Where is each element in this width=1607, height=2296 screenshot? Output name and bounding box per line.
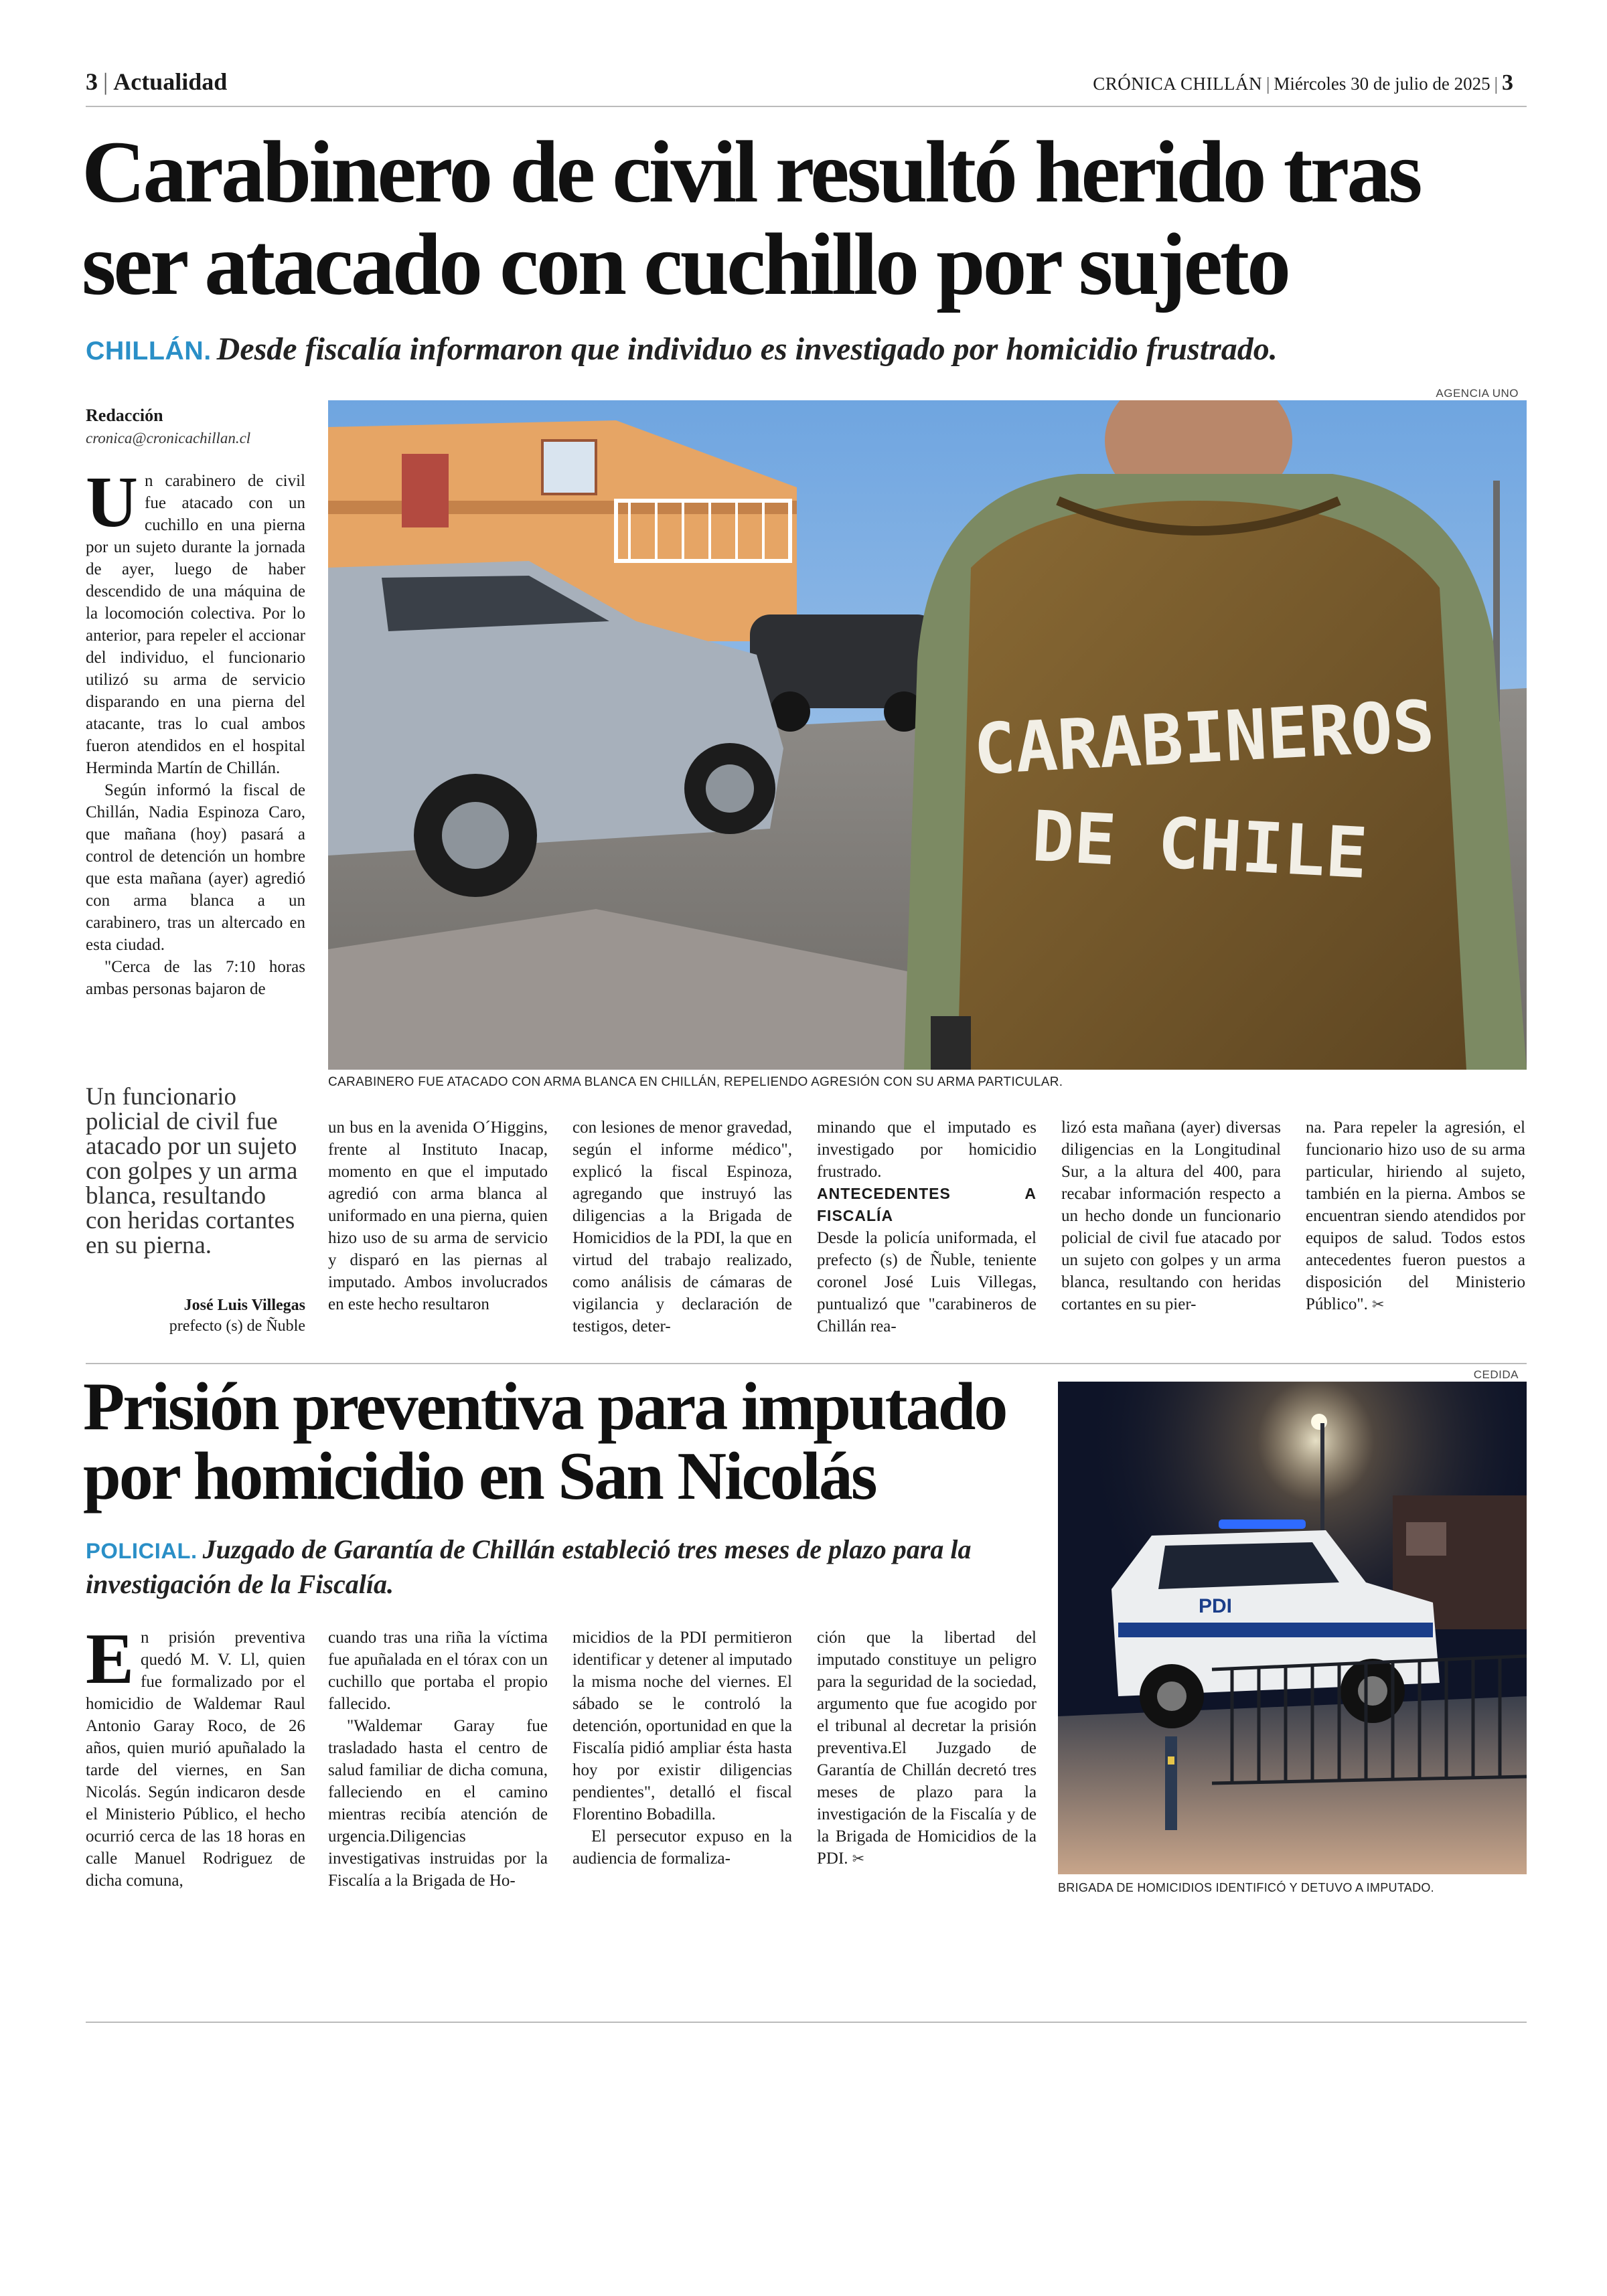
story1-column-4	[817, 1117, 1037, 1337]
story2-col3-p1: micidios de la PDI permitieron identificar y detener al imputado la misma noche del viernes. El sábado se le controló la detención, oportunidad en que la Fiscalía pidió ampliar ésta hasta hoy por existir diligencias pendientes", detalló el fiscal Florentino Bobadilla.	[572, 1629, 792, 1823]
story1-column-1	[86, 463, 305, 1000]
vest-text-line2: DE CHILE	[1030, 795, 1370, 895]
story2-col2-p2: "Waldemar Garay fue trasladado hasta el centro de salud familiar de dicha comuna, falleciendo en el camino mientras recibía atención de urgencia.Diligencias investigativas instruidas por la Fiscalía a la Brigada de Ho-	[328, 1717, 548, 1890]
story2-dropcap: E	[86, 1619, 135, 1699]
story1-byline: Redacción	[86, 406, 163, 425]
story1-col3-text: con lesiones de menor gravedad, según el informe médico", explicó la fiscal Espinoza, agregando que instruyó las diligencias a la Brigada de Homicidios de la PDI, la que en virtud del trabajo realizado, como análisis de cámaras de vigilancia y declaración de testigos, deter-	[572, 1119, 792, 1335]
story2-deck	[86, 1533, 1037, 1601]
story1-photo	[328, 400, 1527, 1070]
pull-quote: Un funcionario policial de civil fue atacado por un sujeto con golpes y un arma blanca, resultando con heridas cortantes en su pierna.	[86, 1083, 298, 1259]
story2-photo-caption: BRIGADA DE HOMICIDIOS IDENTIFICÓ Y DETUVO A IMPUTADO.	[1058, 1881, 1434, 1894]
pdi-vehicle-photo-illustration	[1058, 1382, 1527, 1874]
story2-col3-p2: El persecutor expuso en la audiencia de formaliza-	[572, 1827, 792, 1868]
carabinero-photo-illustration	[328, 400, 1527, 1070]
story1-column-2	[328, 1117, 548, 1315]
story2-column-2	[328, 1627, 548, 1892]
pull-quote-name: José Luis Villegas	[183, 1297, 305, 1314]
story1-deck	[86, 329, 1559, 371]
story1-column-3	[572, 1117, 792, 1337]
story1-column-6	[1306, 1117, 1525, 1316]
header-rule	[86, 106, 1527, 107]
story1-headline: Carabinero de civil resultó herido tras ser atacado con cuchillo por sujeto	[82, 122, 1420, 313]
story1-col1-p2: Según informó la fiscal de Chillán, Nadia Espinoza Caro, que mañana (hoy) pasará a control de detención un hombre que esta mañana (ayer) agredió con arma blanca a un carabinero, tras un altercado en esta ciudad.	[86, 781, 305, 954]
issue-date: Miércoles 30 de julio de 2025	[1274, 74, 1490, 94]
pull-quote-role: prefecto (s) de Ñuble	[169, 1317, 305, 1335]
story1-photo-caption: CARABINERO FUE ATACADO CON ARMA BLANCA EN CHILLÁN, REPELIENDO AGRESIÓN CON SU ARMA PARTICULAR.	[328, 1075, 1063, 1089]
vest-text-line1: CARABINEROS	[972, 685, 1437, 791]
story2-photo-credit: CEDIDA	[1473, 1368, 1519, 1381]
story1-column-5	[1061, 1117, 1281, 1315]
footer-rule	[86, 2022, 1527, 2023]
story1-col1-p1: n carabinero de civil fue atacado con un cuchillo en una pierna por un sujeto durante la jornada de ayer, luego de haber descendido de una máquina de la locomoción colectiva. Por lo anterior, para repeler el accionar del individuo, el funcionario utilizó su arma de servicio disparando en una pierna del atacante, tras lo cual ambos fueron atendidos en el hospital Herminda Martín de Chillán.	[86, 472, 305, 777]
section-name: Actualidad	[113, 68, 228, 95]
story1-email: cronica@cronicachillan.cl	[86, 430, 251, 446]
story2-col4-text: ción que la libertad del imputado constituye un peligro para la seguridad de la sociedad, argumento que fue acogido por el tribunal al decretar la prisión preventiva.El Juzgado de Garantía de Chillán decretó tres meses de plazo para la investigación de la Fiscalía y de la Brigada de Homicidios de la PDI.	[817, 1629, 1037, 1868]
publication-name: CRÓNICA CHILLÁN	[1093, 74, 1262, 94]
story1-end-mark: ✂	[1372, 1297, 1385, 1313]
story1-deck-text: Desde fiscalía informaron que individuo es investigado por homicidio frustrado.	[216, 331, 1278, 367]
page-number-right: 3	[1502, 70, 1513, 95]
story2-column-1	[86, 1619, 305, 1892]
story2-column-4	[817, 1627, 1037, 1870]
story1-col4-p2: Desde la policía uniformada, el prefecto (s) de Ñuble, teniente coronel José Luis Villegas, puntualizó que "carabineros de Chillán rea-	[817, 1229, 1037, 1335]
story1-kicker: CHILLÁN.	[86, 336, 212, 365]
story1-dropcap: U	[86, 463, 138, 542]
story1-col4-p1: minando que el imputado es investigado por homicidio frustrado.	[817, 1119, 1037, 1181]
story1-col5-text: lizó esta mañana (ayer) diversas diligencias en la Longitudinal Sur, a la altura del 400, para recabar información respecto a un hecho donde un funcionario policial de civil fue atacado por un sujeto con golpes y un arma blanca, resultando con heridas cortantes en su pier-	[1061, 1119, 1281, 1313]
story1-subhead: ANTECEDENTES A FISCALÍA	[817, 1185, 1037, 1224]
page-header-right: CRÓNICA CHILLÁN | Miércoles 30 de julio de 2025 | 3	[1093, 70, 1513, 95]
story2-column-3	[572, 1627, 792, 1870]
story2-headline: Prisión preventiva para imputado por homicidio en San Nicolás	[83, 1369, 1006, 1514]
story2-photo	[1058, 1382, 1527, 1874]
vehicle-pdi-text: PDI	[1199, 1595, 1233, 1617]
story2-end-mark: ✂	[852, 1851, 865, 1868]
story2-deck-text: Juzgado de Garantía de Chillán estableció tres meses de plazo para la investigación de la Fiscalía.	[86, 1534, 972, 1599]
page-header-left: 3 | Actualidad	[86, 68, 228, 95]
story1-col6-text: na. Para repeler la agresión, el funcionario hizo uso de su arma particular, hiriendo al sujeto, también en la pierna. Ambos se encuentran siendo atendidos por equipos de salud. Todos estos antecedentes fueron puestos a disposición del Ministerio Público".	[1306, 1119, 1525, 1313]
story1-col2-text: un bus en la avenida O´Higgins, frente al Instituto Inacap, momento en que el imputado agredió con arma blanca al uniformado en una pierna, quien hizo uso de su arma de servicio y disparó en las piernas al imputado. Ambos involucrados en este hecho resultaron	[328, 1119, 548, 1313]
page-number-left: 3	[86, 68, 98, 95]
story-divider	[86, 1363, 1527, 1364]
story2-col2-p1: cuando tras una riña la víctima fue apuñalada en el tórax con un cuchillo que portaba el propio fallecido.	[328, 1629, 548, 1713]
story2-kicker: POLICIAL.	[86, 1538, 198, 1563]
story2-col1-text: n prisión preventiva quedó M. V. Ll, quien fue formalizado por el homicidio de Waldemar Raul Antonio Garay Roco, de 26 años, quien murió apuñalado la tarde del viernes, en San Nicolás. Según indicaron desde el Ministerio Público, el hecho ocurrió cerca de las 18 horas en calle Manuel Rodriguez de dicha comuna,	[86, 1629, 305, 1890]
story1-photo-credit: AGENCIA UNO	[1436, 387, 1519, 400]
story1-col1-p3: "Cerca de las 7:10 horas ambas personas bajaron de	[86, 958, 305, 998]
